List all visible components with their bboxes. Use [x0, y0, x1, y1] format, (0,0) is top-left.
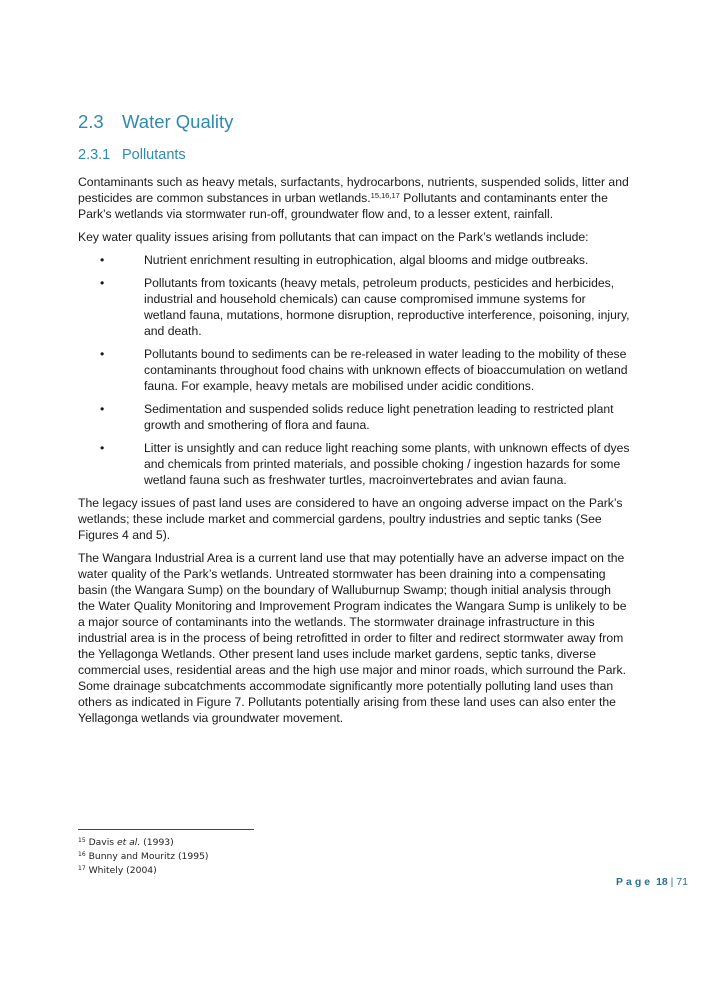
- bullet-icon: •: [100, 441, 105, 455]
- footnote: [78, 850, 209, 864]
- paragraph-text: Contaminants such as heavy metals, surfactants, hydrocarbons, nutrients, suspended solids, litter and pesticides are common substances in urban wetlands.: [78, 175, 629, 205]
- paragraph-key-issues: Key water quality issues arising from pollutants that can impact on the Park’s wetlands include:: [78, 230, 589, 244]
- list-item: [78, 275, 630, 339]
- page-separator: |: [667, 876, 677, 888]
- list-item: [78, 252, 630, 268]
- paragraph-contaminants: [78, 174, 630, 222]
- footnote-text: (1993): [140, 837, 174, 848]
- list-item: [78, 440, 630, 488]
- footnote-number: 16: [78, 851, 86, 858]
- page-label: Page: [616, 876, 654, 888]
- footnote-text: Whitely (2004): [88, 865, 157, 876]
- list-item-text: Nutrient enrichment resulting in eutrophication, algal blooms and midge outbreaks.: [144, 253, 589, 267]
- footnote-number: 15: [78, 837, 86, 844]
- list-item-text: Sedimentation and suspended solids reduce light penetration leading to restricted plant growth and smothering of flora and fauna.: [144, 402, 614, 432]
- subsection-title: Pollutants: [122, 147, 186, 163]
- paragraph-wangara: The Wangara Industrial Area is a current land use that may potentially have an adverse impact on the water quality of the Park’s wetlands. Untreated stormwater has been draining into a compensating basin (the Wangara Sump) on the boundary of Walluburnup Swamp; though initial analysis through the Water Quality Monitoring and Improvement Program indicates the Wangara Sump is unlikely to be a major source of contaminants into the wetlands. The stormwater drainage infrastructure in this industrial area is in the process of being retrofitted in order to filter and redirect stormwater away from the Yellagonga Wetlands. Other present land uses include market gardens, septic tanks, diverse commercial uses, residential areas and the high use major and minor roads, which surround the Park. Some drainage subcatchments accommodate significantly more potentially polluting land uses than others as indicated in Figure 7. Pollutants potentially arising from these land uses can also enter the Yellagonga wetlands via groundwater movement.: [78, 551, 627, 725]
- bullet-icon: •: [100, 276, 105, 290]
- bullet-icon: •: [100, 347, 105, 361]
- page-number: [616, 876, 688, 888]
- footnote-reference: 15,16,17: [370, 191, 400, 200]
- list-item-text: Pollutants bound to sediments can be re-released in water leading to the mobility of these contaminants throughout food chains with unknown effects of bioaccumulation on wetland fauna. For example, heavy metals are mobilised under acidic conditions.: [144, 347, 628, 393]
- list-item: [78, 346, 630, 394]
- section-number: 2.3: [78, 111, 104, 132]
- bullet-icon: •: [100, 402, 105, 416]
- current-page: 18: [656, 876, 668, 888]
- subsection-heading: [78, 147, 186, 163]
- section-title: Water Quality: [122, 111, 234, 132]
- total-pages: 71: [676, 876, 688, 888]
- footnotes: [78, 836, 209, 878]
- section-heading: [78, 111, 233, 133]
- footnote-divider: [78, 829, 254, 830]
- footnote: [78, 864, 209, 878]
- bullet-icon: •: [100, 253, 105, 267]
- bullet-list: [78, 252, 630, 488]
- body-text: [78, 174, 630, 733]
- footnote: [78, 836, 209, 850]
- footnote-number: 17: [78, 865, 86, 872]
- footnote-text: Davis: [88, 837, 117, 848]
- list-item-text: Pollutants from toxicants (heavy metals, petroleum products, pesticides and herbicides, industrial and household chemicals) can cause compromised immune systems for wetland fauna, mutations, hormone disruption, reproductive interference, poisoning, injury, and death.: [144, 276, 630, 338]
- footnote-text: et al.: [116, 837, 141, 848]
- paragraph-text: Pollutants and contaminants enter the Park’s wetlands via stormwater run-off, groundwater flow and, to a lesser extent, rainfall.: [78, 191, 608, 221]
- footnote-text: Bunny and Mouritz (1995): [88, 851, 209, 862]
- list-item-text: Litter is unsightly and can reduce light reaching some plants, with unknown effects of dyes and chemicals from printed materials, and possible choking / ingestion hazards for some wetland fauna such as freshwater turtles, macroinvertebrates and avian fauna.: [144, 441, 630, 487]
- list-item: [78, 401, 630, 433]
- paragraph-legacy: The legacy issues of past land uses are considered to have an ongoing adverse impact on the Park’s wetlands; these include market and commercial gardens, poultry industries and septic tanks (See Figures 4 and 5).: [78, 496, 623, 542]
- subsection-number: 2.3.1: [78, 147, 111, 163]
